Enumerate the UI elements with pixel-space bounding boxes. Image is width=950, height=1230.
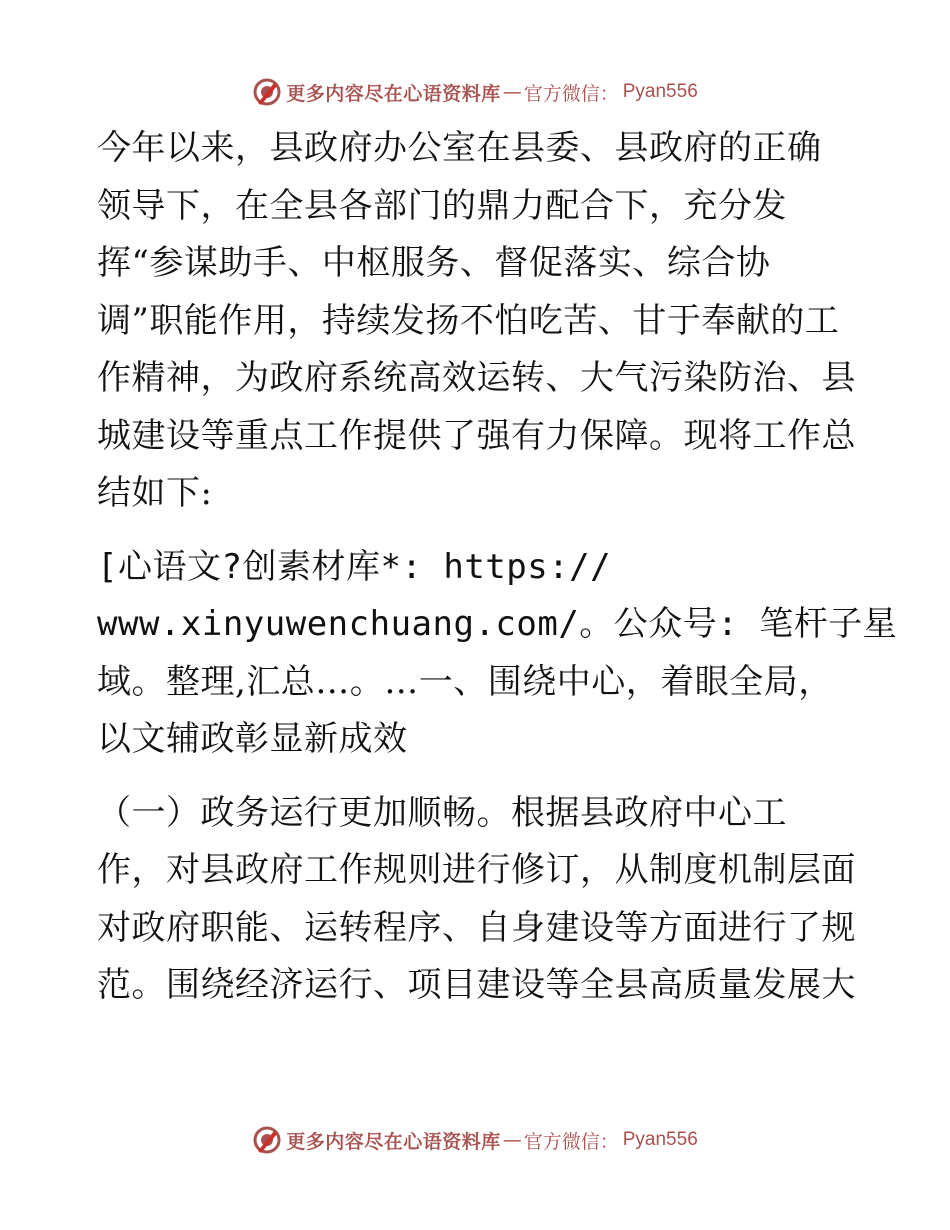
footer-banner-title: 更多内容尽在心语资料库 — [286, 1130, 501, 1153]
text-line: 域。整理,汇总…。…一、围绕中心，着眼全局， — [97, 661, 833, 702]
header-banner-wechat-id: Pyan556 — [622, 81, 698, 102]
footer-banner-wechat-label: 官方微信： — [523, 1130, 619, 1153]
text-line: 城建设等重点工作提供了强有力保障。现将工作总 — [97, 415, 856, 456]
text-line: 范。围绕经济运行、项目建设等全县高质量发展大 — [97, 965, 856, 1005]
header-banner-wechat-label: 官方微信： — [523, 82, 619, 105]
text-line: www.xinyuwenchuang.com/。公众号: 笔杆子星 — [97, 604, 898, 644]
header-banner-title: 更多内容尽在心语资料库 — [286, 82, 501, 105]
text-line: 对政府职能、运转程序、自身建设等方面进行了规 — [97, 907, 856, 948]
footer-banner — [0, 1120, 950, 1160]
text-line: [心语文?创素材库*: https:// — [97, 546, 612, 587]
footer-banner-dash: — — [502, 1129, 522, 1151]
text-line: 调”职能作用，持续发扬不怕吃苦、甘于奉献的工 — [97, 300, 840, 341]
text-line: 结如下: — [97, 473, 213, 513]
text-line: 今年以来，县政府办公室在县委、县政府的正确 — [97, 128, 822, 168]
text-line: 以文辅政彰显新成效 — [97, 719, 408, 759]
paragraph-source-note — [97, 539, 898, 769]
quill-seal-icon — [252, 77, 282, 107]
text-line: 领导下，在全县各部门的鼎力配合下，充分发 — [97, 185, 787, 226]
text-line: 作精神，为政府系统高效运转、大气污染防治、县 — [97, 358, 856, 398]
paragraph-intro — [97, 120, 857, 523]
document-body — [97, 120, 898, 1015]
header-banner — [0, 72, 950, 112]
header-banner-dash: — — [502, 81, 522, 103]
paragraph-section-1 — [97, 785, 857, 1015]
text-line: 挥“参谋助手、中枢服务、督促落实、综合协 — [97, 243, 771, 283]
text-line: （一）政务运行更加顺畅。根据县政府中心工 — [97, 792, 787, 833]
text-line: 作，对县政府工作规则进行修订，从制度机制层面 — [97, 850, 856, 890]
quill-seal-icon — [252, 1125, 282, 1155]
footer-banner-wechat-id: Pyan556 — [622, 1129, 698, 1150]
